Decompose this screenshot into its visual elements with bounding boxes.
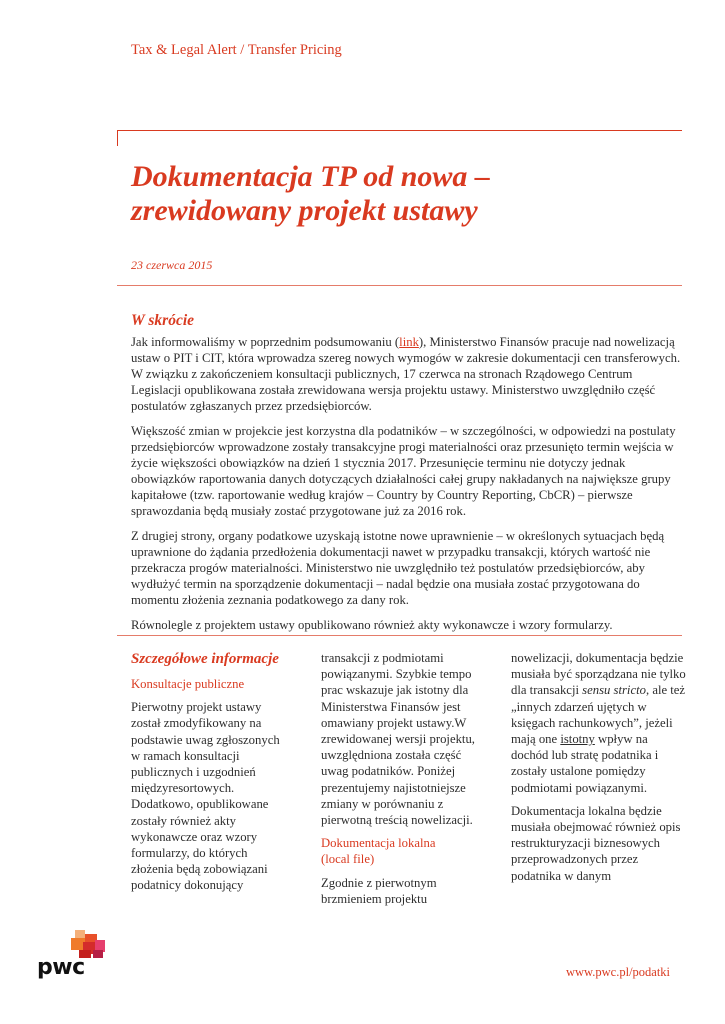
- details-column-2: [321, 650, 491, 914]
- title-line-1: Dokumentacja TP od nowa –: [131, 160, 490, 193]
- column-paragraph: Dokumentacja lokalna będzie musiała obejmować również opis restrukturyzacji biznesowych przeprowadzonych przez podatnika w danym: [511, 803, 681, 883]
- summary-heading: W skrócie: [131, 312, 195, 329]
- page-title: [131, 160, 681, 228]
- header-title: Tax & Legal Alert / Transfer Pricing: [131, 42, 342, 58]
- summary-paragraph-2: Większość zmian w projekcie jest korzystna dla podatników – w szczególności, w odpowiedzi na postulaty przedsiębiorców wprowadzone zostały transakcyjne progi materialności oraz przesunięto termin wejścia w życie większości obowiązków na dzień 1 stycznia 2017. Przesunięcie terminu nie dotyczy jednak obowiązków raportowania danych dotyczących działalności całej grupy nakładanych na największe grupy kapitałowe (tzw. raportowanie według krajów – Country by Country Reporting, CbCR) – pierwsze sprawozdania będą musiały zostać przygotowane już za 2016 rok.: [131, 424, 676, 518]
- divider: [117, 635, 682, 636]
- details-column-1: [131, 650, 291, 901]
- title-line-2: zrewidowany projekt ustawy: [131, 194, 478, 227]
- previous-summary-link[interactable]: link: [399, 335, 419, 349]
- summary-text-fragment: Jak informowaliśmy w poprzednim podsumowaniu (: [131, 335, 400, 349]
- summary-text: [131, 334, 683, 642]
- text-fragment: nowelizacji, dokumentacja będzie musiała być sporządzana nie tylko dla transakcji: [511, 651, 686, 698]
- column-paragraph: Zgodnie z pierwotnym brzmieniem projektu: [321, 875, 437, 906]
- divider: [117, 285, 682, 286]
- subhead-local-file: [321, 835, 491, 867]
- column-paragraph: [511, 650, 686, 796]
- italic-term: sensu stricto: [582, 683, 646, 698]
- subhead-public-consultation: Konsultacje publiczne: [131, 677, 245, 691]
- publication-date: 23 czerwca 2015: [131, 258, 213, 272]
- details-column-3: [511, 650, 686, 891]
- footer-website-link[interactable]: www.pwc.pl/podatki: [566, 965, 671, 979]
- subhead-line: Dokumentacja lokalna: [321, 836, 436, 851]
- top-divider: [117, 130, 682, 131]
- column-paragraph: Pierwotny projekt ustawy został zmodyfikowany na podstawie uwag zgłoszonych w ramach konsultacji publicznych i uzgodnień międzyresortowych. Dodatkowo, opublikowane zostały również akty wykonawcze oraz wzory formularzy, do których złożenia będą zobowiązani podatnicy dokonujący: [131, 700, 280, 893]
- subhead-line: (local file): [321, 852, 375, 867]
- pwc-logo-text: pwc: [37, 955, 85, 980]
- summary-paragraph-4: Równolegle z projektem ustawy opublikowano również akty wykonawcze i wzory formularzy.: [131, 618, 613, 632]
- summary-text-fragment: ), Ministerstwo Finansów pracuje nad nowelizacją ustaw o PIT i CIT, która wprowadza szereg nowych wymogów w zakresie dokumentacji cen transferowych. W związku z zakończeniem konsultacji publicznych, 17 czerwca na stronach Rządowego Centrum Legislacji opublikowana została zrewidowana wersja projektu ustawy. Ministerstwo uwzględniło część postulatów zgłaszanych przez przedsiębiorców.: [131, 335, 681, 413]
- text-fragment: , ale też „innych zdarzeń ujętych w księgach rachunkowych”, jeżeli mają one: [511, 683, 686, 747]
- summary-paragraph-3: Z drugiej strony, organy podatkowe uzyskają istotne nowe uprawnienie – w określonych sytuacjach będą uprawnione do żądania przedłożenia dokumentacji nawet w przypadku transakcji, których wartość nie przekracza progów materialności. Ministerstwo nie uwzględniło też postulatów przedsiębiorców, aby wydłużyć termin na sporządzenie dokumentacji – nadal będzie ona musiała zostać przygotowana do momentu złożenia zeznania podatkowego za dany rok.: [131, 529, 665, 607]
- details-heading: Szczegółowe informacje: [131, 651, 279, 667]
- text-fragment: wpływ na dochód lub stratę podatnika i zostały ustalone pomiędzy podmiotami powiązanymi.: [511, 732, 659, 795]
- summary-paragraph-1: [131, 334, 683, 414]
- top-divider-tick: [117, 130, 118, 146]
- column-paragraph: transakcji z podmiotami powiązanymi. Szybkie tempo prac wskazuje jak istotny dla Ministerstwa Finansów jest omawiany projekt ustawy.W zrewidowanej wersji projektu, uwzględniona została część uwag podatników. Poniżej prezentujemy najistotniejsze zmiany w porównaniu z pierwotną treścią nowelizacji.: [321, 651, 475, 828]
- underlined-term: istotny: [560, 732, 595, 747]
